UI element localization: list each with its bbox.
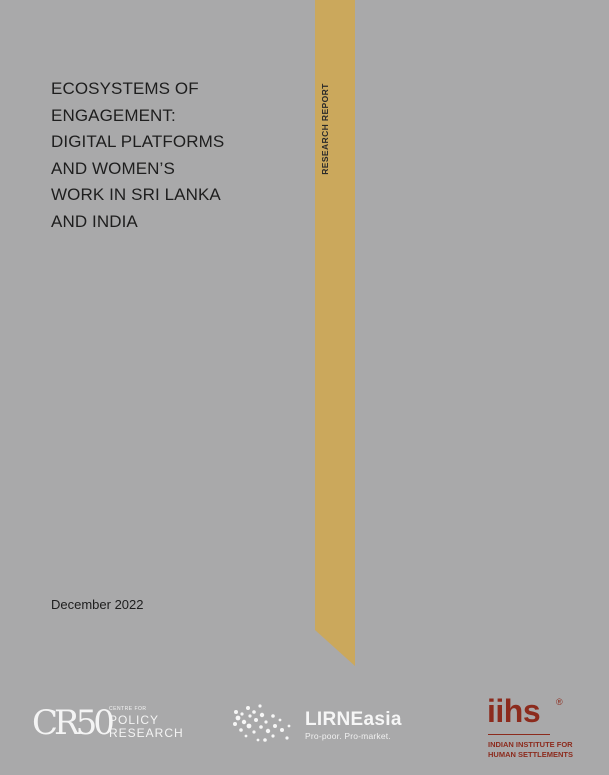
iihs-full-name-line: HUMAN SETTLEMENTS <box>488 750 573 759</box>
title-line: AND WOMEN’S <box>51 158 175 178</box>
iihs-full-name <box>488 740 598 760</box>
lirneasia-logo <box>232 700 422 750</box>
iihs-full-name-line: INDIAN INSTITUTE FOR <box>488 740 573 749</box>
title-line: ECOSYSTEMS OF <box>51 79 199 98</box>
publication-date: December 2022 <box>51 597 144 612</box>
lirneasia-name: LIRNEasia <box>305 709 402 730</box>
title-line: AND INDIA <box>51 211 138 231</box>
iihs-logo-wordmark: iihs <box>487 693 541 729</box>
cpr-logo-line1: POLICY <box>109 713 160 727</box>
cpr-logo <box>30 703 184 748</box>
lirneasia-dots-icon <box>232 700 302 750</box>
title-line: DIGITAL PLATFORMS <box>51 132 225 151</box>
title-line: ENGAGEMENT: <box>51 105 176 125</box>
cpr-logo-small-text: CENTRE FOR <box>109 706 147 712</box>
cpr-logo-line2: RESEARCH <box>109 726 184 740</box>
title-line: WORK IN SRI LANKA <box>51 185 221 204</box>
iihs-logo <box>485 693 595 767</box>
lirneasia-tagline: Pro-poor. Pro-market. <box>305 731 391 741</box>
report-type-label: RESEARCH REPORT <box>320 83 330 175</box>
iihs-divider <box>488 734 550 735</box>
cpr-logo-mark: CR50 <box>32 703 111 743</box>
iihs-registered-mark: ® <box>556 697 563 707</box>
